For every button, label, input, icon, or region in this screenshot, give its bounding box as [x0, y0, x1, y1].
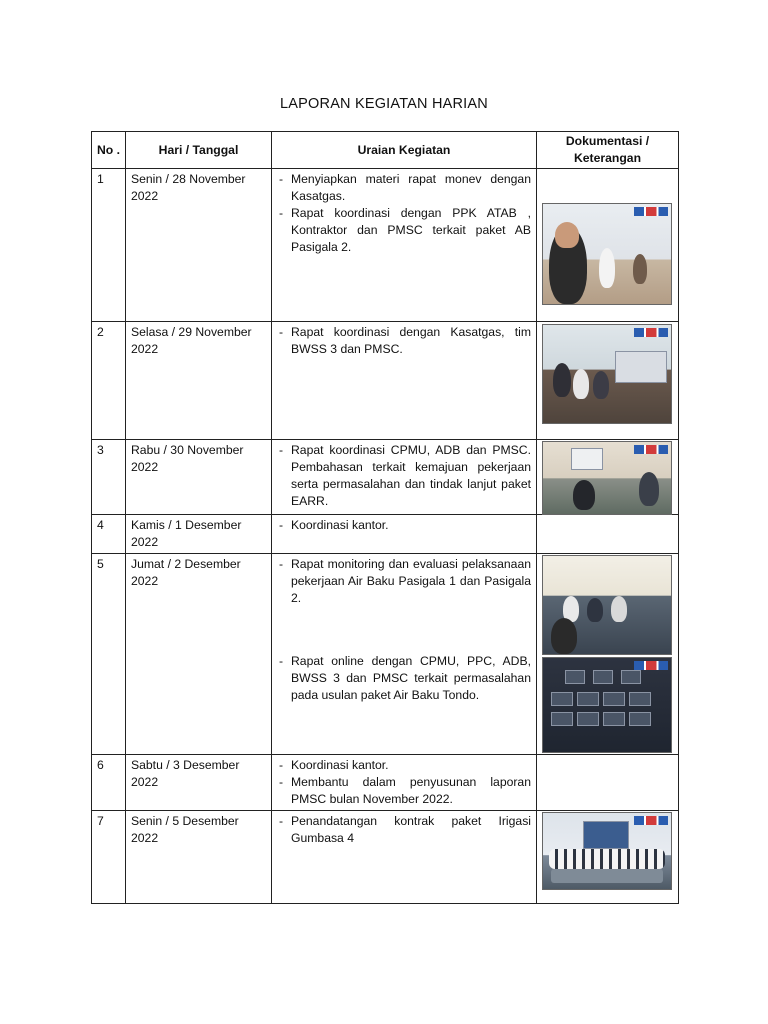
- table-row: [92, 515, 679, 554]
- video-tile: [551, 712, 573, 726]
- row-day: Selasa / 29 November 2022: [126, 322, 272, 440]
- activity-item: - Menyiapkan materi rapat monev dengan Kasatgas.: [277, 171, 531, 205]
- activity-item: - Koordinasi kantor.: [277, 517, 531, 534]
- screen-display: [583, 821, 629, 849]
- row-number: 5: [92, 554, 126, 755]
- person-figure: [633, 254, 647, 284]
- row-day: Jumat / 2 Desember 2022: [126, 554, 272, 755]
- logo-strip: [634, 328, 668, 337]
- row-documentation: [537, 515, 679, 554]
- person-figure: [573, 369, 589, 399]
- row-documentation: [537, 554, 679, 755]
- documentation-photo: [542, 324, 672, 424]
- person-figure: [593, 371, 609, 399]
- row-number: 1: [92, 169, 126, 322]
- header-documentation: Dokumentasi / Keterangan: [537, 132, 679, 169]
- table-row: [92, 440, 679, 515]
- row-description: [272, 322, 537, 440]
- row-day: Senin / 28 November 2022: [126, 169, 272, 322]
- row-number: 6: [92, 755, 126, 811]
- row-description: [272, 554, 537, 755]
- documentation-screenshot: [542, 657, 672, 753]
- documentation-photo: [542, 555, 672, 655]
- row-documentation: [537, 440, 679, 515]
- activity-item: - Rapat online dengan CPMU, PPC, ADB, BWSS 3 dan PMSC terkait permasalahan pada usulan paket Air Baku Tondo.: [277, 653, 531, 704]
- activity-item: - Rapat koordinasi dengan Kasatgas, tim BWSS 3 dan PMSC.: [277, 324, 531, 358]
- person-figure: [553, 363, 571, 397]
- video-tile: [577, 712, 599, 726]
- logo-strip: [634, 207, 668, 216]
- page-title: LAPORAN KEGIATAN HARIAN: [280, 96, 488, 112]
- video-tile: [577, 692, 599, 706]
- video-tile: [551, 692, 573, 706]
- row-day: Kamis / 1 Desember 2022: [126, 515, 272, 554]
- table-row: [92, 322, 679, 440]
- documentation-photo: [542, 203, 672, 305]
- row-number: 3: [92, 440, 126, 515]
- video-tile: [629, 692, 651, 706]
- video-tile: [603, 712, 625, 726]
- row-documentation: [537, 755, 679, 811]
- activity-item: - Rapat koordinasi CPMU, ADB dan PMSC. Pembahasan terkait kemajuan pekerjaan serta permasalahan dan tindak lanjut paket EARR.: [277, 442, 531, 510]
- person-figure: [611, 596, 627, 622]
- logo-strip: [634, 661, 668, 670]
- person-figure: [555, 222, 579, 248]
- person-figure: [573, 480, 595, 510]
- table-row: [92, 811, 679, 904]
- activity-item: - Rapat koordinasi dengan PPK ATAB , Kontraktor dan PMSC terkait paket AB Pasigala 2.: [277, 205, 531, 256]
- row-documentation: [537, 322, 679, 440]
- table-row: [92, 169, 679, 322]
- row-day: Rabu / 30 November 2022: [126, 440, 272, 515]
- table-row: [92, 554, 679, 755]
- activity-item: - Koordinasi kantor.: [277, 757, 531, 774]
- person-figure: [599, 248, 615, 288]
- header-day: Hari / Tanggal: [126, 132, 272, 169]
- documentation-photo: [542, 441, 672, 515]
- row-description: [272, 169, 537, 322]
- row-number: 2: [92, 322, 126, 440]
- person-figure: [549, 849, 665, 869]
- video-tile: [565, 670, 585, 684]
- activity-item: - Penandatangan kontrak paket Irigasi Gumbasa 4: [277, 813, 531, 847]
- video-tile: [593, 670, 613, 684]
- row-description: [272, 755, 537, 811]
- row-documentation: [537, 811, 679, 904]
- person-figure: [551, 869, 663, 883]
- row-description: [272, 811, 537, 904]
- activity-item: - Membantu dalam penyusunan laporan PMSC bulan November 2022.: [277, 774, 531, 808]
- activity-item: - Rapat monitoring dan evaluasi pelaksanaan pekerjaan Air Baku Pasigala 1 dan Pasigala 2.: [277, 556, 531, 607]
- video-tile: [603, 692, 625, 706]
- documentation-photo: [542, 812, 672, 890]
- screen-display: [571, 448, 603, 470]
- activity-table: [91, 131, 679, 904]
- video-tile: [629, 712, 651, 726]
- row-description: [272, 440, 537, 515]
- row-day: Senin / 5 Desember 2022: [126, 811, 272, 904]
- person-figure: [639, 472, 659, 506]
- table-row: [92, 755, 679, 811]
- header-description: Uraian Kegiatan: [272, 132, 537, 169]
- row-number: 4: [92, 515, 126, 554]
- header-no: No .: [92, 132, 126, 169]
- logo-strip: [634, 816, 668, 825]
- row-description: [272, 515, 537, 554]
- person-figure: [551, 618, 577, 654]
- video-tile: [621, 670, 641, 684]
- row-documentation: [537, 169, 679, 322]
- row-day: Sabtu / 3 Desember 2022: [126, 755, 272, 811]
- person-figure: [587, 598, 603, 622]
- logo-strip: [634, 445, 668, 454]
- row-number: 7: [92, 811, 126, 904]
- screen-display: [615, 351, 667, 383]
